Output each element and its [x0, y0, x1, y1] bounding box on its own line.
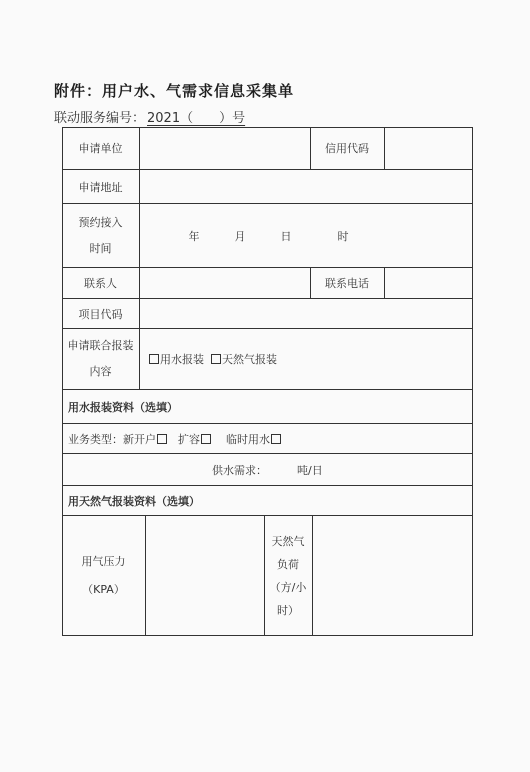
hour-label: 时: [337, 229, 349, 243]
gas-load-field[interactable]: [313, 516, 472, 635]
pressure-label-line2: （KPA）: [82, 582, 125, 596]
project-code-field[interactable]: [140, 299, 472, 328]
document-title: 附件：用户水、气需求信息采集单: [54, 82, 295, 100]
gas-section-header: 用天然气报装资料（选填）: [68, 494, 200, 508]
gas-option-label: 天然气报装: [222, 353, 277, 366]
water-section-header: 用水报装资料（选填）: [68, 400, 178, 414]
business-type-label: 业务类型：: [68, 432, 123, 446]
water-option-label: 用水报装: [160, 353, 204, 366]
new-account-label: 新开户: [123, 432, 156, 446]
load-label-line1: 天然气: [271, 534, 305, 548]
contact-phone-field[interactable]: [385, 268, 472, 298]
serial-label: 联动服务编号：: [54, 111, 146, 126]
pressure-label-line1: 用气压力: [81, 554, 126, 568]
new-account-checkbox[interactable]: [157, 434, 167, 444]
serial-value: 2021（ ）号: [147, 111, 246, 126]
supply-demand-row: [212, 454, 323, 485]
load-label-line3: （方/小: [269, 580, 307, 594]
info-collection-table: [62, 127, 473, 636]
appointment-label-line1: 预约接入: [78, 215, 123, 229]
water-checkbox[interactable]: [149, 354, 159, 364]
expand-checkbox[interactable]: [201, 434, 211, 444]
joint-application-label: [62, 329, 139, 389]
joint-label-line1: 申请联合报装: [67, 339, 134, 352]
gas-pressure-label: [62, 516, 145, 635]
joint-label-line2: 内容: [89, 365, 112, 378]
applicant-address-field[interactable]: [140, 170, 472, 203]
load-label-line2: 负荷: [277, 557, 299, 571]
gas-load-label: [264, 516, 312, 635]
year-label: 年: [188, 229, 200, 243]
appointment-time-label: [62, 204, 139, 267]
applicant-address-label: 申请地址: [78, 180, 123, 194]
supply-demand-label: 供水需求：: [212, 463, 267, 477]
expand-label: 扩容: [178, 432, 200, 446]
contact-person-field[interactable]: [140, 268, 310, 298]
contact-phone-label: 联系电话: [325, 277, 369, 290]
business-type-row: [68, 424, 282, 453]
load-label-line4: 时）: [277, 603, 299, 617]
contact-person-label: 联系人: [84, 277, 117, 290]
project-code-label: 项目代码: [78, 307, 123, 321]
day-label: 日: [280, 229, 292, 243]
joint-options: [148, 329, 277, 389]
applicant-unit-field[interactable]: [140, 127, 310, 169]
temp-water-checkbox[interactable]: [271, 434, 281, 444]
supply-demand-unit: 吨/日: [297, 463, 323, 477]
appointment-label-line2: 时间: [89, 241, 112, 255]
month-label: 月: [234, 229, 246, 243]
serial-number: [54, 107, 245, 126]
applicant-unit-label: 申请单位: [78, 142, 123, 155]
temp-water-label: 临时用水: [226, 432, 270, 446]
credit-code-field[interactable]: [385, 127, 472, 169]
gas-pressure-field[interactable]: [146, 516, 264, 635]
gas-checkbox[interactable]: [211, 354, 221, 364]
table-border-bottom: [62, 635, 473, 636]
credit-code-label: 信用代码: [325, 142, 369, 155]
